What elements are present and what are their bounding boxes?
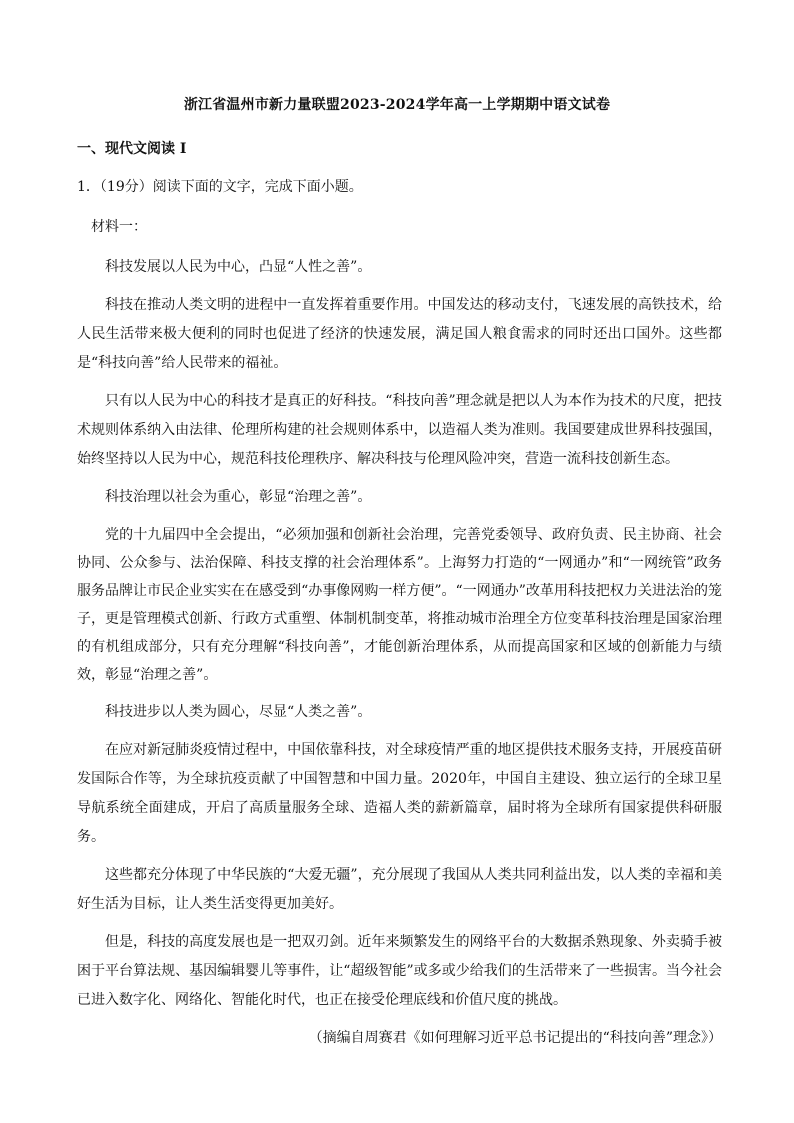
passage-paragraph: 但是，科技的高度发展也是一把双刃剑。近年来频繁发生的网络平台的大数据杀熟现象、外卖骑手被困于平台算法规、基因编辑婴儿等事件，让“超级智能”或多或少给我们的生活带来了一些损害。当今社会已进入数字化、网络化、智能化时代，也正在接受伦理底线和价值尺度的挑战。 xyxy=(77,934,722,1008)
source-citation: （摘编自周赛君《如何理解习近平总书记提出的“科技向善”理念》） xyxy=(308,1030,722,1046)
passage-paragraph: 科技治理以社会为重心，彰显“治理之善”。 xyxy=(105,489,372,505)
section-heading: 一、现代文阅读 I xyxy=(77,141,187,157)
passage-paragraph: 在应对新冠肺炎疫情过程中，中国依靠科技，对全球疫情严重的地区提供技术服务支持，开展疫苗研发国际合作等，为全球抗疫贡献了中国智慧和中国力量。2020年，中国自主建设、独立运行的全球卫星导航系统全面建成，开启了高质量服务全球、造福人类的薪新篇章，届时将为全球所有国家提供科研服务。 xyxy=(77,742,722,845)
material-label: 材料一： xyxy=(91,219,147,235)
reading-passage xyxy=(77,253,722,1052)
passage-paragraph: 科技发展以人民为中心，凸显“人性之善”。 xyxy=(105,259,372,275)
passage-paragraph: 这些都充分体现了中华民族的“大爱无疆”，充分展现了我国从人类共同利益出发，以人类的幸福和美好生活为目标，让人类生活变得更加美好。 xyxy=(77,867,722,912)
question-prompt: 1．（19分）阅读下面的文字，完成下面小题。 xyxy=(77,179,363,195)
passage-paragraph: 党的十九届四中全会提出，“必须加强和创新社会治理，完善党委领导、政府负责、民主协商、社会协同、公众参与、法治保障、科技支撑的社会治理体系”。上海努力打造的“一网通办”和“一网统管”政务服务品牌让市民企业实实在在感受到“办事像网购一样方便”。“一网通办”改革用科技把权力关进法治的笼子，更是管理模式创新、行政方式重塑、体制机制变革，将推动城市治理全方位变革科技治理是国家治理的有机组成部分，只有充分理解“科技向善”，才能创新治理体系，从而提高国家和区域的创新能力与绩效，彰显“治理之善”。 xyxy=(77,527,722,683)
passage-paragraph: 科技进步以人类为圆心，尽显“人类之善”。 xyxy=(105,704,372,720)
passage-paragraph: 科技在推动人类文明的进程中一直发挥着重要作用。中国发达的移动支付，飞速发展的高铁技术，给人民生活带来极大便利的同时也促进了经济的快速发展，满足国人粮食需求的同时还出口国外。这些都是“科技向善”给人民带来的福祉。 xyxy=(77,297,722,371)
exam-title: 浙江省温州市新力量联盟2023-2024学年高一上学期期中语文试卷 xyxy=(183,97,611,113)
passage-paragraph: 只有以人民为中心的科技才是真正的好科技。“科技向善”理念就是把以人为本作为技术的尺度，把技术规则体系纳入由法律、伦理所构建的社会规则体系中，以造福人类为准则。我国要建成世界科技强国，始终坚持以人民为中心，规范科技伦理秩序、解决科技与伦理风险冲突，营造一流科技创新生态。 xyxy=(77,393,722,467)
